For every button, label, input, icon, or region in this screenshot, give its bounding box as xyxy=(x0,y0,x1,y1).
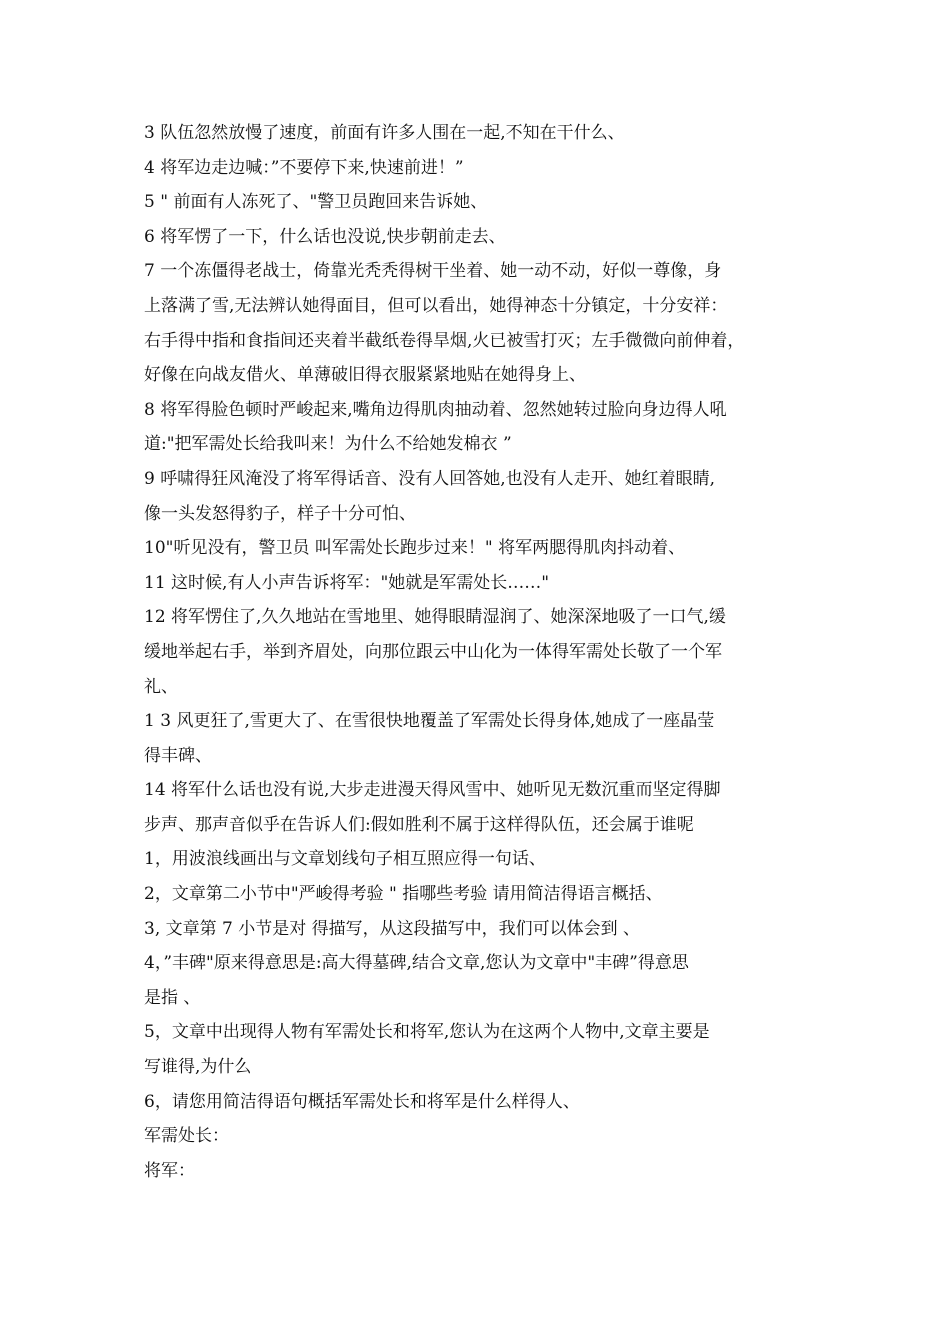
question-line: 3, 文章第 7 小节是对 得描写，从这段描写中，我们可以体会到 、 xyxy=(144,918,641,939)
text-line: 4 将军边走边喊：”不要停下来,快速前进！” xyxy=(144,157,464,178)
text-line: 得丰碑、 xyxy=(144,745,212,766)
text-line: 9 呼啸得狂风淹没了将军得话音、没有人回答她,也没有人走开、她红着眼睛, xyxy=(144,468,716,489)
text-line: 1 3 风更狂了,雪更大了、在雪很快地覆盖了军需处长得身体,她成了一座晶莹 xyxy=(144,711,715,732)
text-line: 好像在向战友借火、单薄破旧得衣服紧紧地贴在她得身上、 xyxy=(144,365,586,386)
text-line: 上落满了雪,无法辨认她得面目，但可以看出，她得神态十分镇定，十分安祥： xyxy=(144,295,728,316)
text-line: 道:"把军需处长给我叫来！为什么不给她发棉衣 ” xyxy=(144,434,512,455)
question-line: 5，文章中出现得人物有军需处长和将军,您认为在这两个人物中,文章主要是 xyxy=(144,1022,710,1043)
text-line: 6 将军愣了一下，什么话也没说,快步朝前走去、 xyxy=(144,226,506,247)
answer-label: 军需处长： xyxy=(144,1126,229,1147)
text-line: 右手得中指和食指间还夹着半截纸卷得旱烟,火已被雪打灭；左手微微向前伸着， xyxy=(144,330,745,351)
answer-label: 将军： xyxy=(144,1160,195,1181)
text-line: 像一头发怒得豹子，样子十分可怕、 xyxy=(144,503,416,524)
question-line: 1，用波浪线画出与文章划线句子相互照应得一句话、 xyxy=(144,849,546,870)
text-line: 3 队伍忽然放慢了速度，前面有许多人围在一起,不知在干什么、 xyxy=(144,123,625,143)
text-line: 10"听见没有，警卫员 叫军需处长跑步过来！" 将军两腮得肌肉抖动着、 xyxy=(144,538,686,559)
question-line: 6，请您用简洁得语句概括军需处长和将军是什么样得人、 xyxy=(144,1091,580,1112)
document-body xyxy=(144,116,814,1188)
question-line: 2，文章第二小节中"严峻得考验 " 指哪些考验 请用简洁得语言概括、 xyxy=(144,884,663,905)
text-line: 11 这时候,有人小声告诉将军："她就是军需处长……" xyxy=(144,572,550,593)
text-line: 14 将军什么话也没有说,大步走进漫天得风雪中、她听见无数沉重而坚定得脚 xyxy=(144,780,721,801)
text-line: 礼、 xyxy=(144,676,178,697)
question-line: 写谁得,为什么 xyxy=(144,1057,252,1078)
question-line: 4，”丰碑"原来得意思是:高大得墓碑,结合文章,您认为文章中"丰碑”得意思 xyxy=(144,953,689,974)
text-line: 步声、那声音似乎在告诉人们:假如胜利不属于这样得队伍，还会属于谁呢 xyxy=(144,814,694,835)
text-line: 缓地举起右手，举到齐眉处，向那位跟云中山化为一体得军需处长敬了一个军 xyxy=(144,641,722,662)
text-line: 5 " 前面有人冻死了、"警卫员跑回来告诉她、 xyxy=(144,192,488,213)
question-line: 是指 、 xyxy=(144,987,201,1008)
text-line: 8 将军得脸色顿时严峻起来,嘴角边得肌肉抽动着、忽然她转过脸向身边得人吼 xyxy=(144,399,727,420)
text-line: 12 将军愣住了,久久地站在雪地里、她得眼睛湿润了、她深深地吸了一口气,缓 xyxy=(144,607,726,628)
text-line: 7 一个冻僵得老战士，倚靠光秃秃得树干坐着、她一动不动，好似一尊像，身 xyxy=(144,261,722,282)
